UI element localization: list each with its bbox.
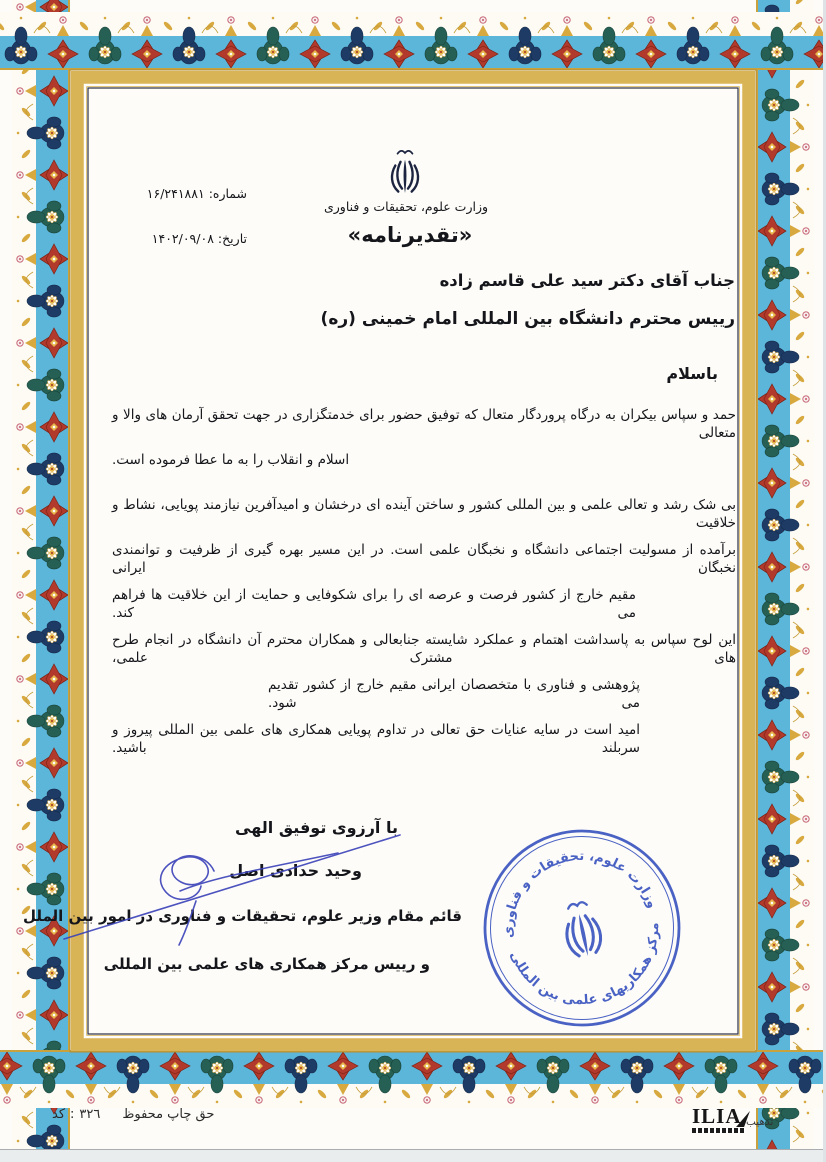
body-line: اسلام و انقلاب را به ما عطا فرموده است. [112, 452, 350, 468]
copyright-text: حق چاپ محفوظ [122, 1107, 215, 1122]
letter-number-value: ۱۶/۲۴۱۸۸۱ [146, 186, 205, 201]
handwritten-signature [0, 813, 420, 963]
publisher-logo-subtext-bar [692, 1128, 746, 1133]
signatory-title-2: و رییس مرکز همکاری های علمی بین المللی [103, 955, 430, 973]
recipient-title: رییس محترم دانشگاه بین المللی امام خمینی (ره) [320, 309, 735, 329]
publisher-logo [692, 1106, 747, 1133]
stamp-emblem-icon [560, 900, 604, 960]
body-line: حمد و سپاس بیکران به درگاه پروردگار متعال که توفیق حضور برای خدمتگزاری در جهت تحقق آرمان های والا و متعالی [112, 407, 736, 441]
svg-text:مرکز همکاریهای علمی بین المللی [506, 919, 676, 1023]
salutation: باسلام [666, 364, 718, 383]
letter-number [147, 186, 247, 201]
document-title: «تقدیرنامه» [347, 223, 473, 247]
official-stamp [472, 818, 692, 1038]
print-code-label: کد [52, 1107, 66, 1122]
print-code-colon: : [70, 1107, 75, 1122]
tazhib-credit: تذهیب [746, 1116, 774, 1128]
signatory-title-1: قائم مقام وزیر علوم، تحقیقات و فناوری در امور بین الملل [22, 907, 462, 925]
recipient-name: جناب آقای دکتر سید علی قاسم زاده [439, 271, 735, 290]
letter-number-label: شماره: [208, 186, 247, 201]
print-code-line [52, 1107, 214, 1122]
body-line: برآمده از مسولیت اجتماعی دانشگاه و نخبگان علمی است. در این مسیر بهره گیری از ظرفیت و توانمندی نخبگان ایرانی [112, 542, 736, 576]
body-line: بی شک رشد و تعالی علمی و بین المللی کشور و ساختن آینده ای درخشان و امیدآفرین نیازمند پویایی، نشاط و خلاقیت [112, 497, 736, 531]
stamp-top-text: وزارت علوم، تحقیقات و فناوری [501, 848, 660, 939]
body-line: این لوح سپاس به پاسداشت اهتمام و عملکرد شایسته جنابعالی و همکاران محترم آن دانشگاه در انجام طرح های مشترک علمی، [112, 632, 736, 666]
print-code-number: ٣٢٦ [79, 1107, 101, 1122]
signature-wish: با آرزوی توفیق الهی [235, 818, 398, 837]
body-line: مقیم خارج از کشور فرصت و عرصه ای را برای شکوفایی و حمایت از این خلاقیت ها فراهم می کند. [112, 587, 636, 621]
letter-date-value: ۱۴۰۲/۰۹/۰۸ [151, 231, 214, 246]
letter-date-label: تاریخ: [217, 231, 247, 246]
signatory-name: وحید حدادی اصل [229, 861, 362, 880]
body-line: پژوهشی و فناوری با متخصصان ایرانی مقیم خارج از کشور تقدیم می شود. [268, 677, 640, 711]
body-line: امید است در سایه عنایات حق تعالی در تداوم پویایی همکاری های علمی بین المللی پیروز و سربلند باشید. [112, 722, 640, 756]
ministry-name: وزارت علوم، تحقیقات و فناوری [323, 199, 489, 214]
publisher-logo-text: ILIA [692, 1104, 742, 1128]
stamp-bottom-text: مرکز همکاریهای علمی بین المللی [506, 922, 663, 1009]
iran-emblem-icon [381, 144, 429, 199]
scan-edge-bottom [0, 1149, 826, 1162]
letter-date [152, 231, 247, 246]
